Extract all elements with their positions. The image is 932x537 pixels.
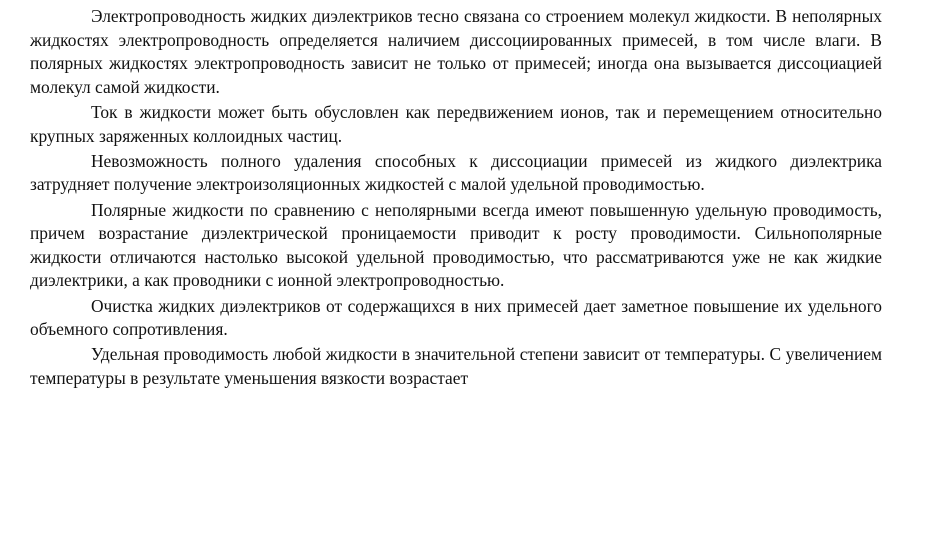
paragraph-temperature: Удельная проводимость любой жидкости в значительной степени зависит от температуры. С увеличением температуры в результате уменьшения вязкости возрастает xyxy=(30,344,882,388)
paragraph-polar-liquids: Полярные жидкости по сравнению с неполярными всегда имеют повышенную удельную проводимость, причем возрастание диэлектрической проницаемости приводит к росту проводимости. Сильнополярные жидкости отличаются настолько высокой удельной проводимостью, что рассматриваются уже не как жидкие диэлектрики, а как проводники с ионной электропроводностью. xyxy=(30,199,882,291)
paragraph-conductivity-structure: Электропроводность жидких диэлектриков тесно связана со строением молекул жидкости. В неполярных жидкостях электропроводность определяется наличием диссоциированных примесей, в том числе влаги. В полярных жидкостях электропроводность зависит не только от примесей; иногда она вызывается диссоциацией молекул самой жидкости. xyxy=(30,6,882,97)
paragraph-purification: Очистка жидких диэлектриков от содержащихся в них примесей дает заметное повышение их удельного объемного сопротивления. xyxy=(30,295,882,340)
paragraph-current-ions: Ток в жидкости может быть обусловлен как передвижением ионов, так и перемещением относительно крупных заряженных коллоидных частиц. xyxy=(30,101,882,146)
document-body xyxy=(30,5,882,392)
paragraph-impurity-removal: Невозможность полного удаления способных к диссоциации примесей из жидкого диэлектрика затрудняет получение электроизоляционных жидкостей с малой удельной проводимостью. xyxy=(30,150,882,195)
